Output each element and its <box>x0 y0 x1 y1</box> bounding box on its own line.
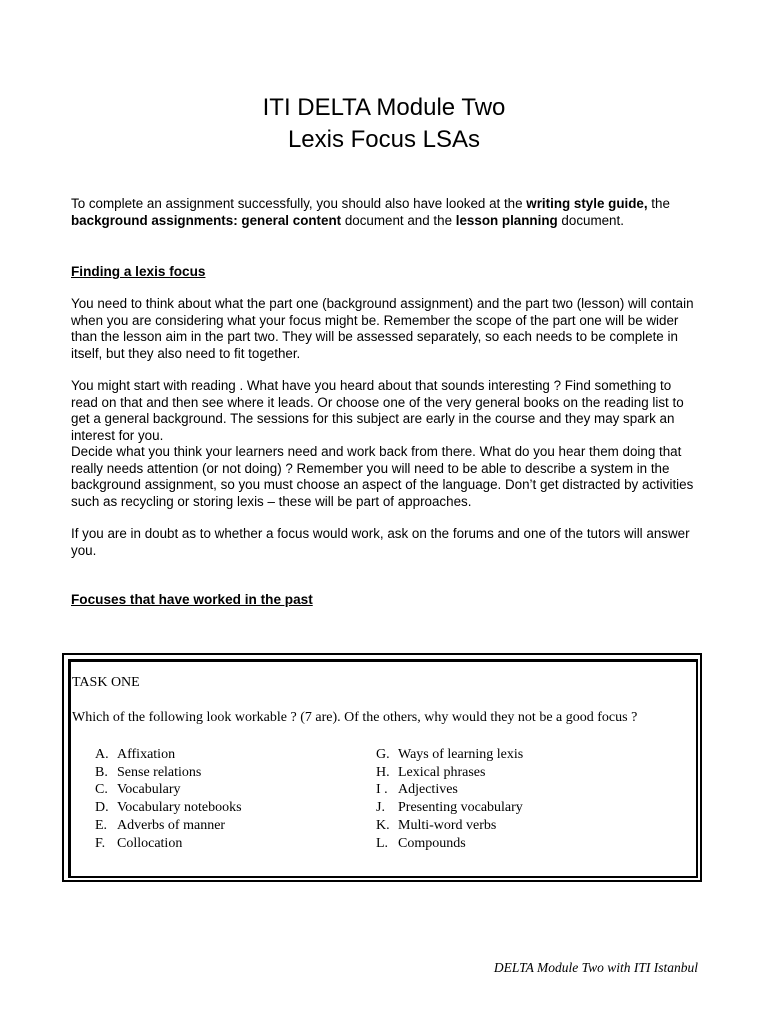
list-item: B. Sense relations <box>95 764 202 780</box>
list-item: G. Ways of learning lexis <box>376 747 524 762</box>
title-line-2: Lexis Focus LSAs <box>287 126 481 153</box>
intro-bold-writing-style-guide: writing style guide, <box>526 196 648 211</box>
intro-bold-background-assignments: background assignments: general content <box>71 212 342 228</box>
intro-text-4: document. <box>557 212 624 228</box>
paragraph-reading: You might start with reading . What have you heard about that sounds interesting ? Find something to read on that and then see where it leads. Or choose one of the very general books on the reading list to get a general background. The sessions for this subject are early in the course and they may spark an interest for you. <box>71 378 684 443</box>
title-line-1: ITI DELTA Module Two <box>262 94 506 121</box>
paragraph-learners: Decide what you think your learners need and work back from there. What do you hear them doing that really needs attention (or not doing) ? Remember you will need to be able to describe a system in the background assignment, so you must choose an aspect of the language. Don’t get distracted by activities such as recycling or storing lexis – these will be part of approaches. <box>71 444 694 509</box>
list-item: F. Collocation <box>95 835 183 851</box>
section-heading-past-focuses: Focuses that have worked in the past <box>71 592 313 607</box>
intro-bold-lesson-planning: lesson planning <box>455 212 558 228</box>
intro-text-3: document and the <box>341 212 456 228</box>
intro-paragraph <box>71 196 701 229</box>
option-list-right <box>376 746 523 852</box>
paragraph-scope: You need to think about what the part one (background assignment) and the part two (lesson) will contain when you are considering what your focus might be. Remember the scope of the part one will be wider than the lesson aim in the part two. They will be assessed separately, so each needs to be complete in itself, but they also need to fit together. <box>71 296 694 361</box>
intro-text-1: To complete an assignment successfully, you should also have looked at the <box>71 196 527 211</box>
list-item: A. Affixation <box>95 747 176 762</box>
list-item: J. Presenting vocabulary <box>376 800 523 816</box>
list-item: E. Adverbs of manner <box>95 817 226 833</box>
page-footer: DELTA Module Two with ITI Istanbul <box>493 960 698 975</box>
option-list-left <box>95 746 242 852</box>
paragraph-forums: If you are in doubt as to whether a focus would work, ask on the forums and one of the tutors will answer you. <box>71 526 690 558</box>
section-heading-finding-focus: Finding a lexis focus <box>71 264 206 279</box>
intro-text-2: the <box>647 196 670 211</box>
list-item: K. Multi-word verbs <box>376 817 497 833</box>
task-title: TASK ONE <box>72 675 140 690</box>
list-item: H. Lexical phrases <box>376 764 486 780</box>
task-question: Which of the following look workable ? (7 are). Of the others, why would they not be a good focus ? <box>72 710 638 725</box>
list-item: C. Vocabulary <box>95 782 181 798</box>
list-item: I . Adjectives <box>376 782 458 798</box>
list-item: L. Compounds <box>376 835 466 851</box>
task-box <box>62 653 702 882</box>
list-item: D. Vocabulary notebooks <box>95 800 242 816</box>
page-title <box>0 92 768 156</box>
